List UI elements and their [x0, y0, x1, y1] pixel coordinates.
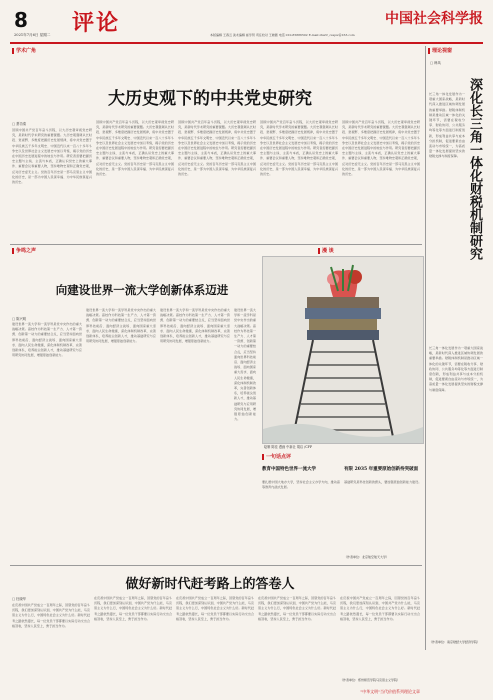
page-number: 8 [14, 8, 28, 32]
contact-line: 本版编辑 王春云 美术编辑 崔学贤 责任校对 王晓薇 电话 010-85886502 E-mail zhwlr_csspw@163.com [210, 33, 355, 37]
brief-item1-body: 要扎根中国大地办大学，坚持社会主义办学方向，推动高等教育内涵式发展。 [262, 480, 340, 490]
bottom-col-3: 在庆祝中国共产党成立一百周年之际，回望党的百年奋斗历程，我们更加深刻认识到，中国共产党为什么能，马克思主义为什么行，中国特色社会主义为什么好。新时代赶考之路依然漫长，每一位党员干部都要以实际行动交出合格答卷，坚持人民至上，勇于担当作为。 [176, 596, 254, 621]
right-column-divider [425, 46, 426, 650]
right-col-upper: 长三角一体化发展作为一项重大国家战略，是新时代深入推进区域协调发展的重要举措。财税体制机制是推动区域一体化的关键环节，需要在税收分享、财政协同、公共服务均等化等方面进行制度创新，形成利益共享与成本分担机制，促进要素自由流动与市场统一，为高质量一体化发展提供坚实的财税支撑与制度保障。 [429, 92, 465, 159]
right-headline: 深化长三角一体化财税机制研究 [467, 78, 482, 260]
brief-item1-title: 教育中国特色世界一流大学 [262, 467, 316, 472]
cartoon-caption: 绘制 陈佳 漫画 中新社 胡启 /CFP [264, 445, 312, 449]
bottom-footer: （作者单位：郑州师范学院马克思主义学院） [340, 678, 401, 682]
middle-byline: □ 陈兴明 [12, 317, 27, 321]
right-footer: （作者单位：南京财经大学经济学院） [429, 640, 481, 644]
top-col-3: 回顾中国共产党百年奋斗历程，以大历史观审视党史研究，是新时代学术研究的重要课题。大历史观强调从长时段、宽视野、多维度把握历史发展规律，将中共党史置于中华民族五千多年文明史、中国近代以来一百八十多年斗争史以及世界社会主义发展史中加以考察，揭示党的历史在中国历史发展进程中的地位与作用。研究者需要把握历史主题与主线、主流与本质，正确认识党史上的重大事件、重要会议和重要人物，坚持唯物史观和正确党史观，反对历史虚无主义。党的百年历史是一部马克思主义中国化的历史，是一部为中国人民谋幸福、为中华民族谋复兴的历史。 [178, 120, 256, 177]
middle-col-4: 建设世界一流大学和一流学科是党中央作出的重大战略决策。高校作为科技第一生产力、人才第一资源、创新第一动力的重要结合点，应当坚持面向世界科技前沿、面向经济主战场、面向国家重大需求、面向人民生命健康，深化体制机制改革，完善创新体系，培养拔尖创新人才，推动基础研究与应用研究协同发展，增强原始创新能力。 [234, 308, 256, 422]
date-line: 2021年7月6日 星期二 [14, 33, 51, 37]
header-rule [10, 42, 483, 44]
top-bottom-rule [10, 244, 422, 245]
section-tag-brief: 一句话点评 [262, 454, 291, 460]
footer-bar: "中华文明"当代价值系列理论文章 [360, 689, 420, 694]
top-col-2: 回顾中国共产党百年奋斗历程，以大历史观审视党史研究，是新时代学术研究的重要课题。大历史观强调从长时段、宽视野、多维度把握历史发展规律，将中共党史置于中华民族五千多年文明史、中国近代以来一百八十多年斗争史以及世界社会主义发展史中加以考察，揭示党的历史在中国历史发展进程中的地位与作用。研究者需要把握历史主题与主线、主流与本质，正确认识党史上的重大事件、重要会议和重要人物，坚持唯物史观和正确党史观，反对历史虚无主义。党的百年历史是一部马克思主义中国化的历史，是一部为中国人民谋幸福、为中华民族谋复兴的历史。 [96, 120, 174, 177]
top-headline: 大历史观下的中共党史研究 [108, 89, 312, 109]
middle-headline: 向建设世界一流大学创新体系迈进 [55, 283, 229, 297]
top-byline: □ 萧功秦 [12, 122, 27, 126]
bottom-headline: 做好新时代赶考路上的答卷人 [125, 577, 295, 592]
brief-item2-author: （作者单位：北京航空航天大学） [344, 555, 390, 559]
right-byline: □ 韩凤 [430, 61, 441, 65]
section-tag-right: 理论视窗 [428, 48, 452, 54]
middle-col-1: 建设世界一流大学和一流学科是党中央作出的重大战略决策。高校作为科技第一生产力、人才第一资源、创新第一动力的重要结合点，应当坚持面向世界科技前沿、面向经济主战场、面向国家重大需求、面向人民生命健康，深化体制机制改革，完善创新体系，培养拔尖创新人才，推动基础研究与应用研究协同发展，增强原始创新能力。 [12, 322, 82, 358]
section-tag-top: 学术广角 [12, 48, 36, 54]
top-col-5: 回顾中国共产党百年奋斗历程，以大历史观审视党史研究，是新时代学术研究的重要课题。大历史观强调从长时段、宽视野、多维度把握历史发展规律，将中共党史置于中华民族五千多年文明史、中国近代以来一百八十多年斗争史以及世界社会主义发展史中加以考察，揭示党的历史在中国历史发展进程中的地位与作用。研究者需要把握历史主题与主线、主流与本质，正确认识党史上的重大事件、重要会议和重要人物，坚持唯物史观和正确党史观，反对历史虚无主义。党的百年历史是一部马克思主义中国化的历史，是一部为中国人民谋幸福、为中华民族谋复兴的历史。 [342, 120, 420, 177]
right-col-lower: 长三角一体化发展作为一项重大国家战略，是新时代深入推进区域协调发展的重要举措。财税体制机制是推动区域一体化的关键环节，需要在税收分享、财政协同、公共服务均等化等方面进行制度创新，形成利益共享与成本分担机制，促进要素自由流动与市场统一，为高质量一体化发展提供坚实的财税支撑与制度保障。 [429, 346, 483, 392]
middle-col-3: 建设世界一流大学和一流学科是党中央作出的重大战略决策。高校作为科技第一生产力、人才第一资源、创新第一动力的重要结合点，应当坚持面向世界科技前沿、面向经济主战场、面向国家重大需求、面向人民生命健康，深化体制机制改革，完善创新体系，培养拔尖创新人才，推动基础研究与应用研究协同发展，增强原始创新能力。 [160, 308, 230, 344]
bottom-col-2: 在庆祝中国共产党成立一百周年之际，回望党的百年奋斗历程，我们更加深刻认识到，中国共产党为什么能，马克思主义为什么行，中国特色社会主义为什么好。新时代赶考之路依然漫长，每一位党员干部都要以实际行动交出合格答卷，坚持人民至上，勇于担当作为。 [94, 596, 172, 621]
top-col-4: 回顾中国共产党百年奋斗历程，以大历史观审视党史研究，是新时代学术研究的重要课题。大历史观强调从长时段、宽视野、多维度把握历史发展规律，将中共党史置于中华民族五千多年文明史、中国近代以来一百八十多年斗争史以及世界社会主义发展史中加以考察，揭示党的历史在中国历史发展进程中的地位与作用。研究者需要把握历史主题与主线、主流与本质，正确认识党史上的重大事件、重要会议和重要人物，坚持唯物史观和正确党史观，反对历史虚无主义。党的百年历史是一部马克思主义中国化的历史，是一部为中国人民谋幸福、为中华民族谋复兴的历史。 [260, 120, 338, 177]
cartoon-frame [262, 256, 424, 444]
bottom-col-5: 在庆祝中国共产党成立一百周年之际，回望党的百年奋斗历程，我们更加深刻认识到，中国共产党为什么能，马克思主义为什么行，中国特色社会主义为什么好。新时代赶考之路依然漫长，每一位党员干部都要以实际行动交出合格答卷，坚持人民至上，勇于担当作为。 [340, 596, 420, 621]
bottom-byline: □ 杜晓华 [12, 597, 27, 601]
middle-bottom-rule [10, 565, 422, 566]
middle-col-2: 建设世界一流大学和一流学科是党中央作出的重大战略决策。高校作为科技第一生产力、人才第一资源、创新第一动力的重要结合点，应当坚持面向世界科技前沿、面向经济主战场、面向国家重大需求、面向人民生命健康，深化体制机制改革，完善创新体系，培养拔尖创新人才，推动基础研究与应用研究协同发展，增强原始创新能力。 [86, 308, 156, 344]
bottom-col-1: 在庆祝中国共产党成立一百周年之际，回望党的百年奋斗历程，我们更加深刻认识到，中国共产党为什么能，马克思主义为什么行，中国特色社会主义为什么好。新时代赶考之路依然漫长，每一位党员干部都要以实际行动交出合格答卷，坚持人民至上，勇于担当作为。 [12, 603, 90, 628]
section-tag-middle: 争鸣之声 [12, 248, 36, 254]
brief-item2-body: 基础研究是科技创新的源头，要加强原始创新能力建设。 [344, 480, 422, 484]
cartoon-illustration [263, 257, 423, 443]
section-title: 评论 [72, 10, 121, 36]
bottom-col-4: 在庆祝中国共产党成立一百周年之际，回望党的百年奋斗历程，我们更加深刻认识到，中国共产党为什么能，马克思主义为什么行，中国特色社会主义为什么好。新时代赶考之路依然漫长，每一位党员干部都要以实际行动交出合格答卷，坚持人民至上，勇于担当作为。 [258, 596, 336, 621]
top-col-1: 回顾中国共产党百年奋斗历程，以大历史观审视党史研究，是新时代学术研究的重要课题。大历史观强调从长时段、宽视野、多维度把握历史发展规律，将中共党史置于中华民族五千多年文明史、中国近代以来一百八十多年斗争史以及世界社会主义发展史中加以考察，揭示党的历史在中国历史发展进程中的地位与作用。研究者需要把握历史主题与主线、主流与本质，正确认识党史上的重大事件、重要会议和重要人物，坚持唯物史观和正确党史观，反对历史虚无主义。党的百年历史是一部马克思主义中国化的历史，是一部为中国人民谋幸福、为中华民族谋复兴的历史。 [12, 128, 92, 185]
masthead: 中国社会科学报 [385, 11, 483, 27]
brief-item2-title: 有限 2035 年重要原始创新待突破面 [344, 467, 419, 472]
section-tag-cartoon: 漫 谈 [318, 248, 334, 254]
